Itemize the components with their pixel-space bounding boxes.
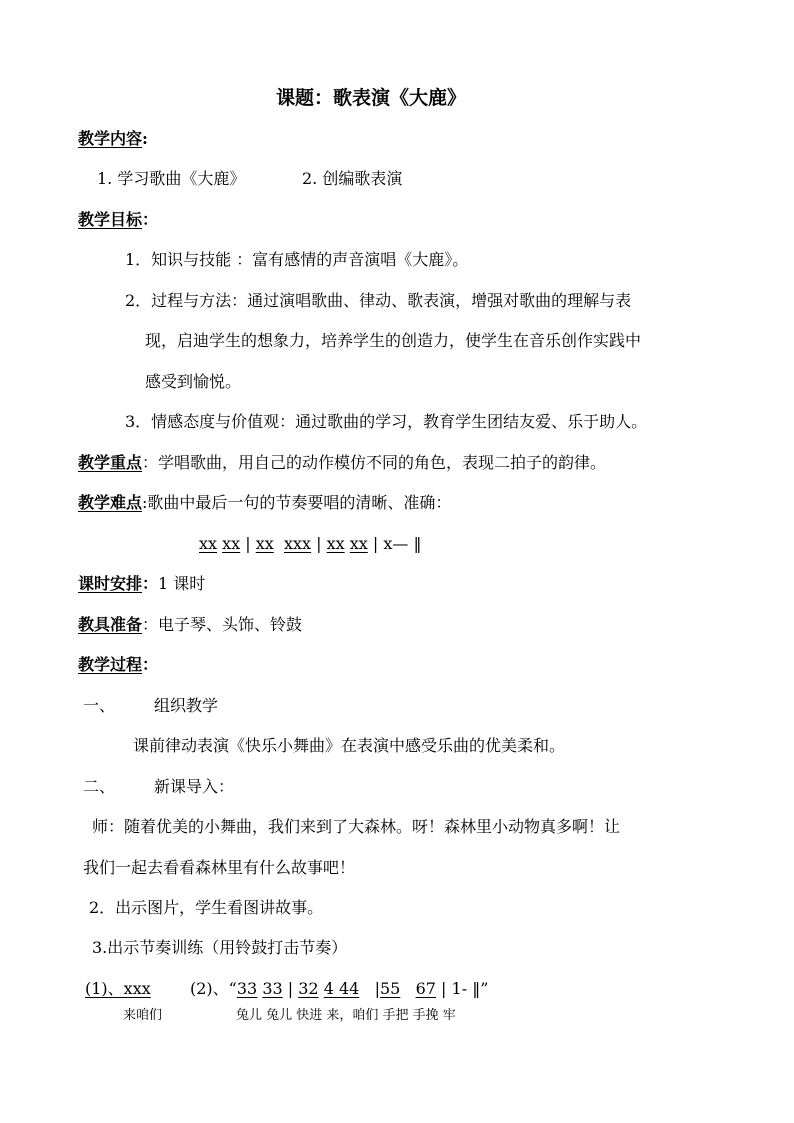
rhythm-note: 32: [298, 979, 319, 998]
goals-heading: 教学目标: [78, 210, 143, 229]
rhythm-tail: | x— ‖: [367, 534, 422, 553]
rhythm-note: xx: [199, 534, 218, 553]
schedule-value: 1 课时: [158, 574, 206, 593]
goals-heading-colon: ：: [142, 210, 159, 229]
lyric-1: 来咱们: [123, 1008, 163, 1023]
rhythm-barline: |: [369, 979, 380, 998]
section-1-number: 一、: [83, 696, 116, 715]
page-title: 课题：歌表演《大鹿》: [276, 87, 467, 109]
process-heading-line: [78, 653, 158, 677]
rhythm-1-text: (1)、xxx: [85, 979, 151, 998]
goals-heading-line: [78, 208, 158, 232]
difficulty-label: 教学难点: [78, 493, 143, 512]
schedule-colon: ：: [142, 574, 159, 593]
goal-3: 3．情感态度与价值观：通过歌曲的学习，教育学生团结友爱、乐于助人。: [125, 412, 648, 431]
rhythm-exercise-1: [85, 977, 151, 1001]
step-2: 2．出示图片，学生看图讲故事。: [89, 898, 324, 917]
tools-line: [78, 613, 302, 637]
content-item-2: 2. 创编歌表演: [302, 169, 403, 188]
tools-text: ：电子琴、头饰、铃鼓: [142, 615, 303, 634]
key-point-line: [78, 451, 606, 475]
difficulty-text: :歌曲中最后一句的节奏要唱的清晰、准确：: [142, 493, 452, 512]
content-item-1: 1. 学习歌曲《大鹿》: [97, 169, 246, 188]
key-point-label: 教学重点: [78, 453, 143, 472]
section-2-title: 新课导入：: [154, 777, 235, 796]
rhythm-note: 55: [379, 979, 401, 998]
rhythm-note: xx: [222, 534, 241, 553]
section-2-number: 二、: [83, 777, 116, 796]
goal-1: 1．知识与技能 ：富有感情的声音演唱《大鹿》。: [125, 250, 469, 269]
rhythm-note: 4 44: [323, 979, 360, 998]
schedule-label: 课时安排: [78, 574, 143, 593]
difficulty-line: [78, 491, 451, 515]
rhythm-note: xxx: [283, 534, 312, 553]
rhythm-barline: |: [240, 534, 256, 553]
teacher-line-2: 我们一起去看看森林里有什么故事吧！: [83, 858, 356, 877]
rhythm-note: 33: [262, 979, 283, 998]
rhythm-barline: |: [282, 979, 299, 998]
content-heading: 教学内容: [78, 129, 143, 148]
rhythm-note: xx: [326, 534, 345, 553]
step-3: 3.出示节奏训练（用铃鼓打击节奏）: [92, 938, 348, 957]
teacher-line-1: 师：随着优美的小舞曲，我们来到了大森林。呀！森林里小动物真多啊！让: [92, 817, 621, 836]
process-heading: 教学过程: [78, 655, 143, 674]
section-1-text: 课前律动表演《快乐小舞曲》在表演中感受乐曲的优美柔和。: [133, 736, 566, 755]
goal-2-line-2: 现，启迪学生的想象力，培养学生的创造力，使学生在音乐创作实践中: [145, 331, 642, 350]
key-point-text: ：学唱歌曲，用自己的动作模仿不同的角色，表现二拍子的韵律。: [142, 453, 607, 472]
lyric-2: 兔儿 兔儿 快进 来，咱们 手把 手挽 牢: [236, 1008, 456, 1023]
rhythm-barline: |: [311, 534, 327, 553]
process-heading-colon: ：: [142, 655, 159, 674]
content-heading-colon: :: [142, 129, 148, 148]
difficulty-rhythm: [199, 532, 421, 556]
rhythm-exercise-2: [190, 977, 488, 1001]
rhythm-2-prefix: (2)、“: [190, 979, 237, 998]
goal-2-line-1: 2．过程与方法：通过演唱歌曲、律动、歌表演，增强对歌曲的理解与表: [125, 291, 632, 310]
goal-2-line-3: 感受到愉悦。: [145, 372, 242, 391]
rhythm-note: xx: [255, 534, 274, 553]
tools-label: 教具准备: [78, 615, 143, 634]
rhythm-note: xx: [349, 534, 368, 553]
section-1-title: 组织教学: [154, 696, 219, 715]
rhythm-2-tail: | 1- ‖”: [435, 979, 489, 998]
rhythm-note: 67: [415, 979, 436, 998]
rhythm-note: 33: [236, 979, 258, 998]
schedule-line: [78, 572, 205, 596]
content-heading-line: [78, 127, 148, 151]
